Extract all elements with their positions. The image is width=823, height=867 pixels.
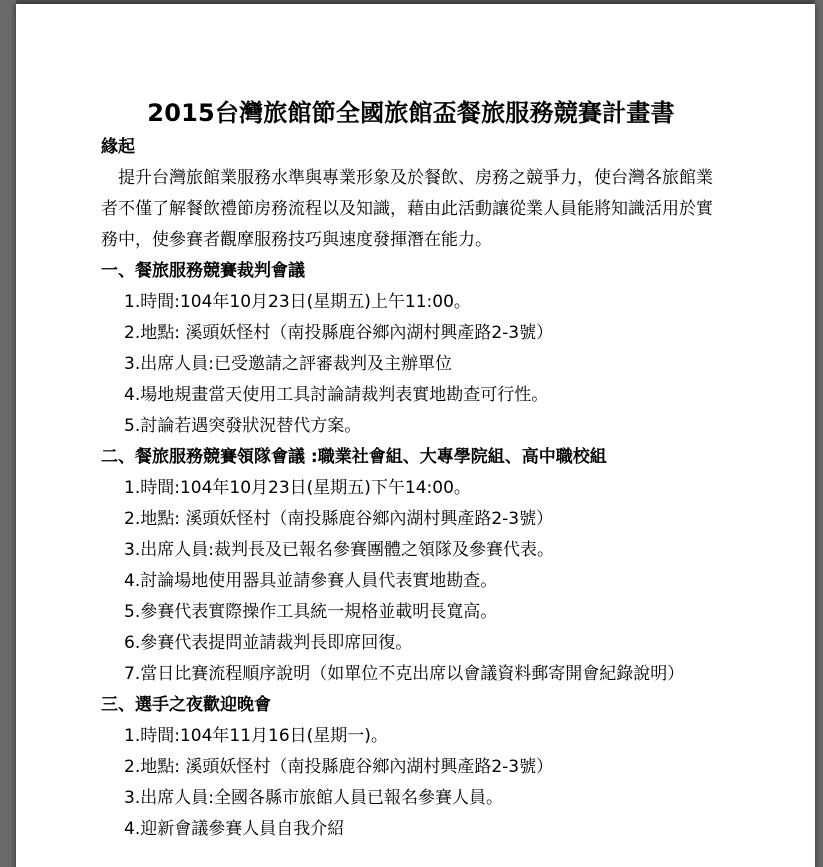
list-item: 1.時間:104年10月23日(星期五)上午11:00。	[124, 292, 471, 312]
list-item: 7.當日比賽流程順序說明（如單位不克出席以會議資料郵寄開會紀錄說明）	[124, 664, 685, 684]
list-item: 4.討論場地使用器具並請參賽人員代表實地勘查。	[124, 571, 498, 591]
origin-heading: 緣起	[101, 137, 135, 157]
list-item: 5.討論若遇突發狀況替代方案。	[124, 416, 362, 436]
origin-paragraph: 提升台灣旅館業服務水準與專業形象及於餐飲、房務之競爭力，使台灣各旅館業者不僅了解餐飲禮節房務流程以及知識，藉由此活動讓從業人員能將知識活用於實務中，使參賽者觀摩服務技巧與速度發揮潛在能力。	[101, 168, 713, 250]
document-body	[101, 94, 721, 845]
list-item: 5.參賽代表實際操作工具統一規格並載明長寬高。	[124, 602, 498, 622]
list-item: 2.地點: 溪頭妖怪村（南投縣鹿谷鄉內湖村興產路2-3號）	[124, 509, 554, 529]
list-item: 2.地點: 溪頭妖怪村（南投縣鹿谷鄉內湖村興產路2-3號）	[124, 323, 554, 343]
list-item: 3.出席人員:裁判長及已報名參賽團體之領隊及參賽代表。	[124, 540, 554, 560]
section-heading: 一、餐旅服務競賽裁判會議	[101, 261, 305, 281]
list-item: 4.場地規畫當天使用工具討論請裁判表實地勘查可行性。	[124, 385, 549, 405]
document-title: 2015台灣旅館節全國旅館盃餐旅服務競賽計畫書	[147, 99, 675, 127]
viewer-background-right	[815, 0, 823, 867]
list-item: 4.迎新會議參賽人員自我介紹	[124, 819, 345, 839]
list-item: 6.參賽代表提問並請裁判長即席回復。	[124, 633, 413, 653]
document-page[interactable]	[16, 4, 815, 867]
section-heading: 三、選手之夜歡迎晚會	[101, 695, 271, 715]
list-item: 1.時間:104年10月23日(星期五)下午14:00。	[124, 478, 471, 498]
list-item: 3.出席人員:已受邀請之評審裁判及主辦單位	[124, 354, 452, 374]
list-item: 2.地點: 溪頭妖怪村（南投縣鹿谷鄉內湖村興產路2-3號）	[124, 757, 554, 777]
section-heading: 二、餐旅服務競賽領隊會議 :職業社會組、大專學院組、高中職校組	[101, 447, 607, 467]
viewer-background-left	[0, 0, 16, 867]
list-item: 3.出席人員:全國各縣市旅館人員已報名參賽人員。	[124, 788, 503, 808]
list-item: 1.時間:104年11月16日(星期一)。	[124, 726, 388, 746]
